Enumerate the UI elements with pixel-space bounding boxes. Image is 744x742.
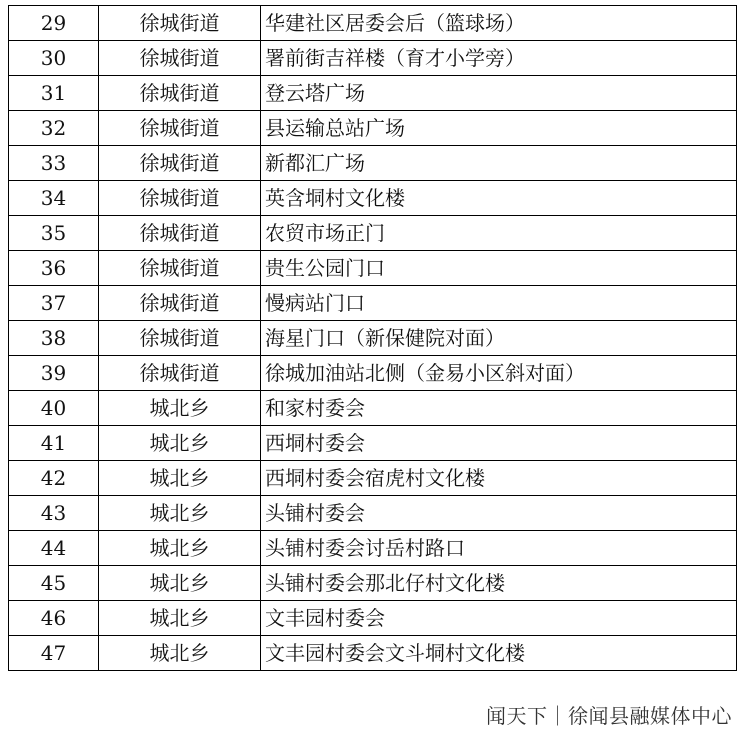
street-cell: 徐城街道 [99, 6, 261, 41]
street-cell: 徐城街道 [99, 216, 261, 251]
location-cell: 头铺村委会那北仔村文化楼 [261, 566, 737, 601]
row-number-cell: 43 [9, 496, 99, 531]
row-number-cell: 41 [9, 426, 99, 461]
table-row [9, 391, 737, 426]
row-number-cell: 47 [9, 636, 99, 671]
row-number-cell: 36 [9, 251, 99, 286]
street-cell: 徐城街道 [99, 286, 261, 321]
row-number-cell: 45 [9, 566, 99, 601]
street-cell: 城北乡 [99, 531, 261, 566]
location-cell: 农贸市场正门 [261, 216, 737, 251]
table-row [9, 251, 737, 286]
location-cell: 登云塔广场 [261, 76, 737, 111]
row-number-cell: 29 [9, 6, 99, 41]
street-cell: 城北乡 [99, 391, 261, 426]
table-row [9, 461, 737, 496]
table-row [9, 566, 737, 601]
source-credit: 闻天下｜徐闻县融媒体中心 [486, 704, 732, 728]
table-row [9, 146, 737, 181]
row-number-cell: 39 [9, 356, 99, 391]
site-table-container [8, 5, 737, 671]
row-number-cell: 46 [9, 601, 99, 636]
row-number-cell: 35 [9, 216, 99, 251]
street-cell: 徐城街道 [99, 251, 261, 286]
location-cell: 署前街吉祥楼（育才小学旁） [261, 41, 737, 76]
location-cell: 华建社区居委会后（篮球场） [261, 6, 737, 41]
location-cell: 西垌村委会宿虎村文化楼 [261, 461, 737, 496]
location-cell: 海星门口（新保健院对面） [261, 321, 737, 356]
row-number-cell: 30 [9, 41, 99, 76]
table-row [9, 496, 737, 531]
location-cell: 县运输总站广场 [261, 111, 737, 146]
street-cell: 城北乡 [99, 496, 261, 531]
row-number-cell: 32 [9, 111, 99, 146]
row-number-cell: 38 [9, 321, 99, 356]
location-cell: 头铺村委会 [261, 496, 737, 531]
table-row [9, 426, 737, 461]
row-number-cell: 37 [9, 286, 99, 321]
table-row [9, 531, 737, 566]
street-cell: 徐城街道 [99, 321, 261, 356]
row-number-cell: 33 [9, 146, 99, 181]
row-number-cell: 42 [9, 461, 99, 496]
row-number-cell: 44 [9, 531, 99, 566]
street-cell: 徐城街道 [99, 356, 261, 391]
table-row [9, 636, 737, 671]
location-cell: 慢病站门口 [261, 286, 737, 321]
location-cell: 徐城加油站北侧（金易小区斜对面） [261, 356, 737, 391]
row-number-cell: 34 [9, 181, 99, 216]
site-table-body [9, 6, 737, 671]
table-row [9, 181, 737, 216]
street-cell: 徐城街道 [99, 181, 261, 216]
street-cell: 城北乡 [99, 601, 261, 636]
table-row [9, 321, 737, 356]
street-cell: 城北乡 [99, 426, 261, 461]
location-cell: 贵生公园门口 [261, 251, 737, 286]
street-cell: 徐城街道 [99, 76, 261, 111]
location-cell: 头铺村委会讨岳村路口 [261, 531, 737, 566]
row-number-cell: 40 [9, 391, 99, 426]
street-cell: 徐城街道 [99, 111, 261, 146]
street-cell: 徐城街道 [99, 41, 261, 76]
location-cell: 文丰园村委会 [261, 601, 737, 636]
location-cell: 西垌村委会 [261, 426, 737, 461]
site-table [8, 5, 737, 671]
location-cell: 和家村委会 [261, 391, 737, 426]
table-row [9, 286, 737, 321]
street-cell: 城北乡 [99, 566, 261, 601]
table-row [9, 601, 737, 636]
location-cell: 英含垌村文化楼 [261, 181, 737, 216]
street-cell: 徐城街道 [99, 146, 261, 181]
row-number-cell: 31 [9, 76, 99, 111]
table-row [9, 111, 737, 146]
street-cell: 城北乡 [99, 461, 261, 496]
table-row [9, 41, 737, 76]
location-cell: 新都汇广场 [261, 146, 737, 181]
table-row [9, 76, 737, 111]
table-row [9, 356, 737, 391]
table-row [9, 6, 737, 41]
table-row [9, 216, 737, 251]
location-cell: 文丰园村委会文斗垌村文化楼 [261, 636, 737, 671]
street-cell: 城北乡 [99, 636, 261, 671]
